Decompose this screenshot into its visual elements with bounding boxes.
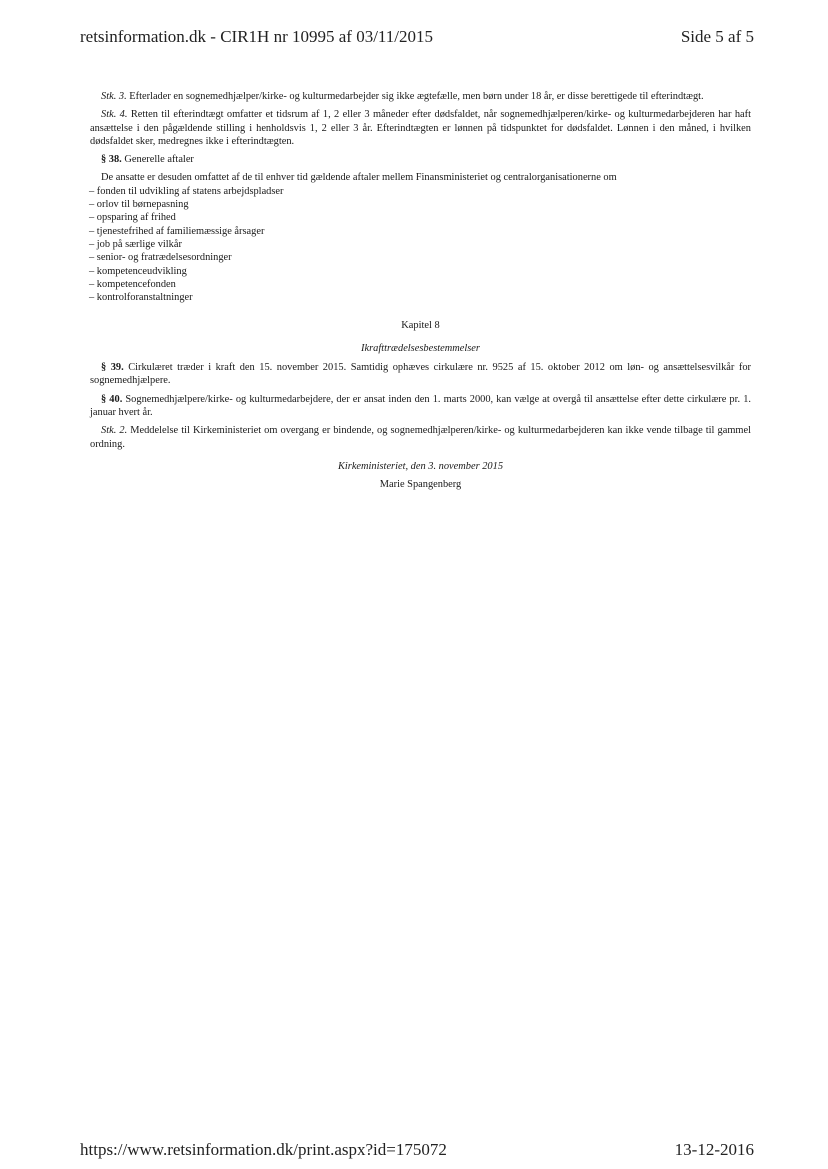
paragraph-text: Retten til efterindtægt omfatter et tidsrum af 1, 2 eller 3 måneder efter dødsfaldet, når sognemedhjælperen/kirke- og kulturmedarbejderen har haft ansættelse i den pågældende stilling i henholdsvis 1, 2 eller 3 år. Efterindtægten er lønnen på tidspunktet for dødsfaldet. Lønnen i den måned, i hvilken dødsfaldet sker, medregnes ikke i efterindtægten.: [90, 109, 751, 147]
paragraph-text: Meddelelse til Kirkeministeriet om overgang er bindende, og sognemedhjælperen/kirke- og kulturmedarbejderen kan ikke vende tilbage til gammel ordning.: [90, 425, 751, 450]
section-40-stk2: [90, 424, 751, 451]
paragraph-text: Sognemedhjælpere/kirke- og kulturmedarbejdere, der er ansat inden den 1. marts 2000, kan vælge at overgå til ansættelse efter dette cirkulære pr. 1. januar hvert år.: [90, 393, 752, 418]
list-item: – orlov til børnepasning: [89, 198, 751, 211]
list-item: – tjenestefrihed af familiemæssige årsager: [89, 225, 751, 238]
paragraph-stk3: [90, 90, 751, 103]
list-item: – kompetencefonden: [89, 278, 751, 291]
list-item: – kompetenceudvikling: [89, 265, 751, 278]
paragraph-text: Efterlader en sognemedhjælper/kirke- og kulturmedarbejder sig ikke ægtefælle, men børn under 18 år, er disse berettigede til efterindtægt.: [126, 91, 704, 102]
stk-label: Stk. 4.: [101, 109, 128, 121]
section-title: Generelle aftaler: [121, 154, 194, 166]
signature: Marie Spangenberg: [379, 479, 462, 491]
chapter-title: Ikrafttrædelsesbestemmelser: [361, 342, 480, 354]
agreements-list: [89, 185, 751, 305]
section-39: [90, 361, 751, 388]
agreements-intro: De ansatte er desuden omfattet af de til enhver tid gældende aftaler mellem Finansministeriet og centralorganisationerne om: [101, 172, 617, 184]
list-item: – senior- og fratrædelsesordninger: [89, 251, 751, 264]
chapter-heading: Kapitel 8: [401, 320, 440, 332]
stk-label: Stk. 2.: [101, 425, 128, 437]
section-label: § 39.: [101, 362, 124, 374]
list-item: – job på særlige vilkår: [89, 238, 751, 251]
list-item: – fonden til udvikling af statens arbejdspladser: [89, 185, 751, 198]
print-date: 13-12-2016: [674, 1140, 754, 1159]
document-title: retsinformation.dk - CIR1H nr 10995 af 03/11/2015: [80, 27, 434, 46]
section-label: § 38.: [101, 154, 122, 166]
stk-label: Stk. 3.: [101, 91, 127, 102]
source-url: https://www.retsinformation.dk/print.aspx?id=175072: [80, 1140, 447, 1159]
paragraph-text: Cirkulæret træder i kraft den 15. november 2015. Samtidig ophæves cirkulære nr. 9525 af 15. oktober 2012 om løn- og ansættelsesvilkår for sognemedhjælpere.: [90, 362, 751, 387]
section-label: § 40.: [101, 393, 123, 405]
section-38-heading: [90, 153, 751, 166]
page-header: [80, 27, 754, 47]
page-footer: [80, 1140, 754, 1160]
document-body: [90, 90, 751, 496]
page-number: Side 5 af 5: [680, 27, 754, 46]
list-item: – kontrolforanstaltninger: [89, 291, 751, 304]
section-40: [90, 393, 751, 420]
place-date: Kirkeministeriet, den 3. november 2015: [337, 460, 504, 472]
list-item: – opsparing af frihed: [89, 211, 751, 224]
paragraph-stk4: [90, 108, 751, 148]
